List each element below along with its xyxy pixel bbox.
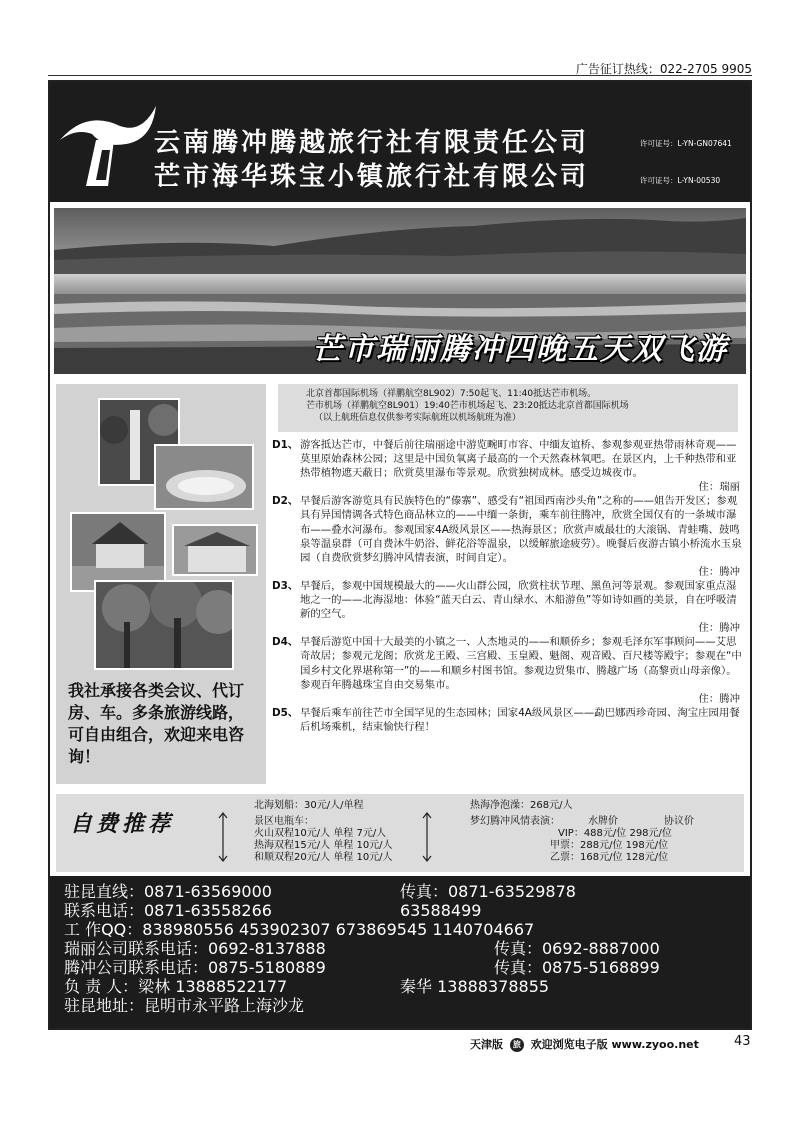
vip-price: VIP：488元/位 298元/位 <box>558 828 672 839</box>
photo-panel <box>56 384 266 784</box>
cart-price-3: 和顺双程20元/人 单程 10元/人 <box>254 852 393 863</box>
tengchong-phone: 腾冲公司联系电话：0875-5180889 <box>64 958 326 977</box>
day-label: D4、 <box>272 636 299 649</box>
company-name-1: 云南腾冲腾越旅行社有限责任公司 <box>154 128 590 158</box>
bath-price: 热海净泡澡：268元/人 <box>470 800 573 811</box>
permit-number-1: 许可证号：L-YN-GN07641 <box>640 139 732 148</box>
flight-line-2: 芒市机场（祥鹏航空8L901）19:40芒市机场起飞、23:20抵达北京首都国际机场 <box>306 401 629 411</box>
flight-line-3: （以上航班信息仅供参考实际航班以机场航班为准） <box>314 413 522 423</box>
cart-price-2: 热海双程15元/人 单程 10元/人 <box>254 840 393 851</box>
kunming-phone: 驻昆直线：0871-63569000 <box>64 882 272 901</box>
landscape-banner <box>54 208 746 374</box>
contact-phone-2: 63588499 <box>400 901 482 920</box>
day-label: D1、 <box>272 439 299 451</box>
day-label: D2、 <box>272 495 299 508</box>
service-promo: 我社承接各类会议、代订房、车。多条旅游线路，可自由组合，欢迎来电咨询！ <box>68 681 245 766</box>
ruili-fax: 传真：0692-8887000 <box>494 939 660 958</box>
cart-title: 景区电瓶车： <box>254 816 314 827</box>
ad-frame <box>48 80 752 1030</box>
contact-phone: 联系电话：0871-63558266 <box>64 901 272 920</box>
route-title: 芒市瑞丽腾冲四晚五天双飞游 <box>312 332 728 367</box>
day-text: 早餐后，参观中国规模最大的——火山群公园，欣赏柱状节理、黑鱼河等景观。参观国家重点湿地之一的——北海湿地：体验“蓝天白云、青山绿水、木船游鱼”等如诗如画的美景，自在呼吸清新的空气。 <box>300 579 737 621</box>
extras-title: 自费推荐 <box>70 811 175 837</box>
day-label: D5、 <box>272 706 299 719</box>
work-qq: 工 作QQ：838980556 453902307 673869545 1140704667 <box>64 920 535 939</box>
day-stay: 住：瑞丽 <box>698 481 740 494</box>
office-address: 驻昆地址：昆明市永平路上海沙龙 <box>64 996 305 1015</box>
day-stay: 住：腾冲 <box>698 622 740 635</box>
day-text: 游客抵达芒市，中餐后前往瑞丽途中游览畹町市容、中缅友谊桥、参观参观亚热带雨林奇观——莫里原始森林公园；这里是中国负氧离子最高的一个天然森林氧吧。在景区内，上千种热带和亚热带植物遮天蔽日；欣赏莫里瀑布等景观。欣赏独树成林。感受边城夜市。 <box>300 439 737 480</box>
cart-price-1: 火山双程10元/人 单程 7元/人 <box>254 828 387 839</box>
ruili-phone: 瑞丽公司联系电话：0692-8137888 <box>64 939 326 958</box>
contact-block <box>50 876 750 1028</box>
itinerary-day <box>272 635 746 705</box>
day-text: 早餐后游览中国十大最美的小镇之一、人杰地灵的——和顺侨乡；参观毛泽东军事顾问——艾思奇故居；参观元龙阁；欣赏龙王殿、三宫殿、玉皇殿、魁阁、观音殿、百尺楼等殿宇；参观在“中国乡村文化界堪称第一”的——和顺乡村图书馆。参观边贸集市、腾越广场（高黎贡山母亲像）。参观百年腾越珠宝自由交易集市。 <box>300 636 742 691</box>
company-name-2: 芒市海华珠宝小镇旅行社有限公司 <box>154 162 590 192</box>
show-title: 梦幻腾冲风情表演： <box>470 816 560 827</box>
tengchong-fax: 传真：0875-5168899 <box>494 958 660 977</box>
itinerary-day <box>272 438 746 494</box>
itinerary-day <box>272 706 746 734</box>
ad-hotline: 广告征订热线：022-2705 9905 <box>575 62 752 76</box>
permit-number-2: 许可证号：L-YN-00530 <box>640 176 721 185</box>
day-text: 早餐后乘车前往芒市全国罕见的生态园林；国家4A级风景区——勐巴娜西珍奇园、淘宝庄园用餐后机场乘机，结束愉快行程！ <box>300 706 740 733</box>
itinerary-day <box>272 579 746 635</box>
publication-logo-icon: 旅 <box>510 1038 524 1052</box>
agency-header <box>50 82 750 202</box>
itinerary-day <box>272 494 746 579</box>
forest-photo <box>94 580 234 670</box>
website-slogan: 欢迎浏览电子版 www.zyoo.net <box>530 1038 699 1051</box>
day-stay: 住：腾冲 <box>698 565 740 578</box>
flight-info <box>278 384 738 432</box>
col-list-price: 水牌价 <box>588 816 618 827</box>
a-ticket-price: 甲票：288元/位 198元/位 <box>550 840 669 851</box>
day-stay: 住：腾冲 <box>698 692 740 705</box>
kunming-fax: 传真：0871-63529878 <box>400 882 576 901</box>
col-deal-price: 协议价 <box>664 816 694 827</box>
boat-price: 北海划船：30元/人/单程 <box>254 800 364 811</box>
day-text: 早餐后游客游览具有民族特色的“傣寨”、感受有“祖国西南沙头角”之称的——姐告开发区；参观具有异国情调各式特色商品林立的——中缅一条街，乘车前往腾冲，欣赏全国仅有的一条城市瀑布——叠水河瀑布。参观国家4A级风景区——热海景区；欣赏声威最壮的大滚锅、青蛙嘴、鼓鸣泉等温泉群（可自费沐牛奶浴、鲜花浴等温泉，以缓解旅途疲劳）。晚餐后夜游古镇小桥流水玉泉园（自费欣赏梦幻腾冲风情表演，时间自定）。 <box>300 495 742 564</box>
page-footer <box>470 1036 699 1052</box>
manager-contact-2: 秦华 13888378855 <box>400 977 550 996</box>
day-label: D3、 <box>272 579 299 592</box>
edition-label: 天津版 <box>470 1038 503 1051</box>
hot-spring-photo <box>154 444 254 510</box>
b-ticket-price: 乙票：168元/位 128元/位 <box>550 852 669 863</box>
agency-logo-icon <box>56 100 166 190</box>
flight-line-1: 北京首都国际机场（祥鹏航空8L902）7:50起飞、11:40抵达芒市机场。 <box>306 389 597 399</box>
bracket-arrow-icon <box>422 812 432 862</box>
bracket-arrow-icon <box>218 812 228 862</box>
itinerary <box>272 438 746 734</box>
page-number: 43 <box>734 1034 751 1049</box>
pavilion-photo <box>172 524 258 576</box>
manager-contact: 负 责 人：梁林 13888522177 <box>64 977 288 996</box>
top-rule <box>48 75 752 76</box>
optional-extras <box>56 794 744 872</box>
